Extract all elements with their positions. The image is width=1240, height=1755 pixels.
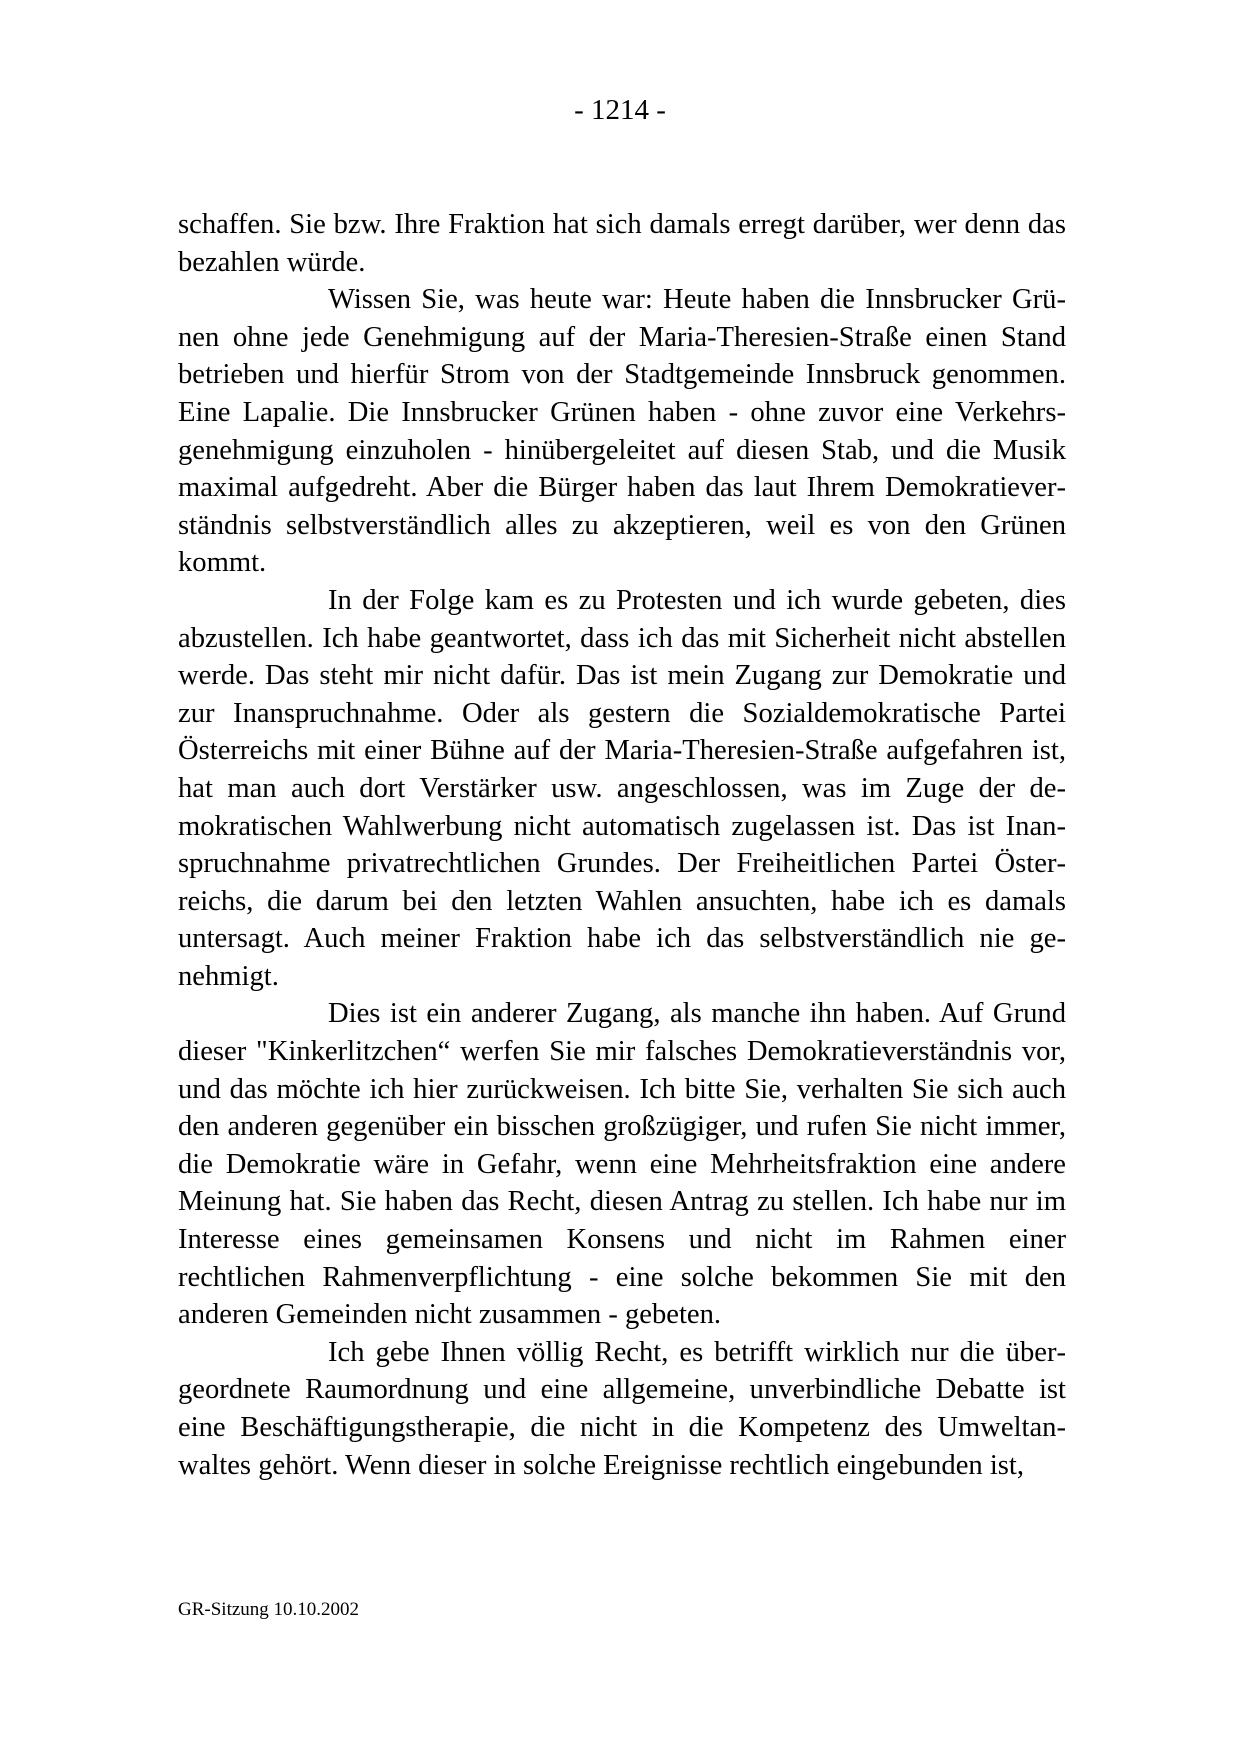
paragraph-5: Ich gebe Ihnen völlig Recht, es betrifft wirklich nur die übergeordnete Raumordnung und eine allgemeine, unverbindliche Debatte ist eine Beschäftigungstherapie, die nicht in die Kompetenz des Umweltanwaltes gehört. Wenn dieser in solche Ereignisse rechtlich eingebunden ist, bbox=[178, 1336, 1066, 1481]
footer-session-date: GR-Sitzung 10.10.2002 bbox=[178, 1599, 360, 1620]
body-text bbox=[178, 206, 1066, 1484]
paragraph-1: schaffen. Sie bzw. Ihre Fraktion hat sich damals erregt darüber, wer denn das bezahlen würde. bbox=[178, 209, 1066, 278]
paragraph-4: Dies ist ein anderer Zugang, als manche ihn haben. Auf Grund dieser "Kinkerlitzchen“ werfen Sie mir falsches Demokratieverständnis vor, und das möchte ich hier zurückweisen. Ich bitte Sie, verhalten Sie sich auch den anderen gegenüber ein bisschen großzügiger, und rufen Sie nicht immer, die Demokratie wäre in Gefahr, wenn eine Mehrheitsfraktion eine andere Meinung hat. Sie haben das Recht, diesen Antrag zu stellen. Ich habe nur im Interesse eines gemeinsamen Konsens und nicht im Rahmen einer rechtlichen Rahmenverpflichtung - eine solche bekommen Sie mit den anderen Gemeinden nicht zusammen - gebeten. bbox=[178, 998, 1066, 1331]
paragraph-2: Wissen Sie, was heute war: Heute haben die Innsbrucker Grünen ohne jede Genehmigung auf der Maria-Theresien-Straße einen Stand betrieben und hierfür Strom von der Stadtgemeinde Innsbruck genommen. Eine Lapalie. Die Innsbrucker Grünen haben - ohne zuvor eine Verkehrsgenehmigung einzuholen - hinübergeleitet auf diesen Stab, und die Musik maximal aufgedreht. Aber die Bürger haben das laut Ihrem Demokratieverständnis selbstverständlich alles zu akzeptieren, weil es von den Grünen kommt. bbox=[178, 284, 1066, 579]
page-number: - 1214 - bbox=[574, 94, 666, 126]
paragraph-3: In der Folge kam es zu Protesten und ich wurde gebeten, dies abzustellen. Ich habe geantwortet, dass ich das mit Sicherheit nicht abstellen werde. Das steht mir nicht dafür. Das ist mein Zugang zur Demokratie und zur Inanspruchnahme. Oder als gestern die Sozialdemokratische Partei Österreichs mit einer Bühne auf der Maria-Theresien-Straße aufgefahren ist, hat man auch dort Verstärker usw. angeschlossen, was im Zuge der demokratischen Wahlwerbung nicht automatisch zugelassen ist. Das ist Inanspruchnahme privatrechtlichen Grundes. Der Freiheitlichen Partei Österreichs, die darum bei den letzten Wahlen ansuchten, habe ich es damals untersagt. Auch meiner Fraktion habe ich das selbstverständlich nie genehmigt. bbox=[178, 584, 1066, 992]
